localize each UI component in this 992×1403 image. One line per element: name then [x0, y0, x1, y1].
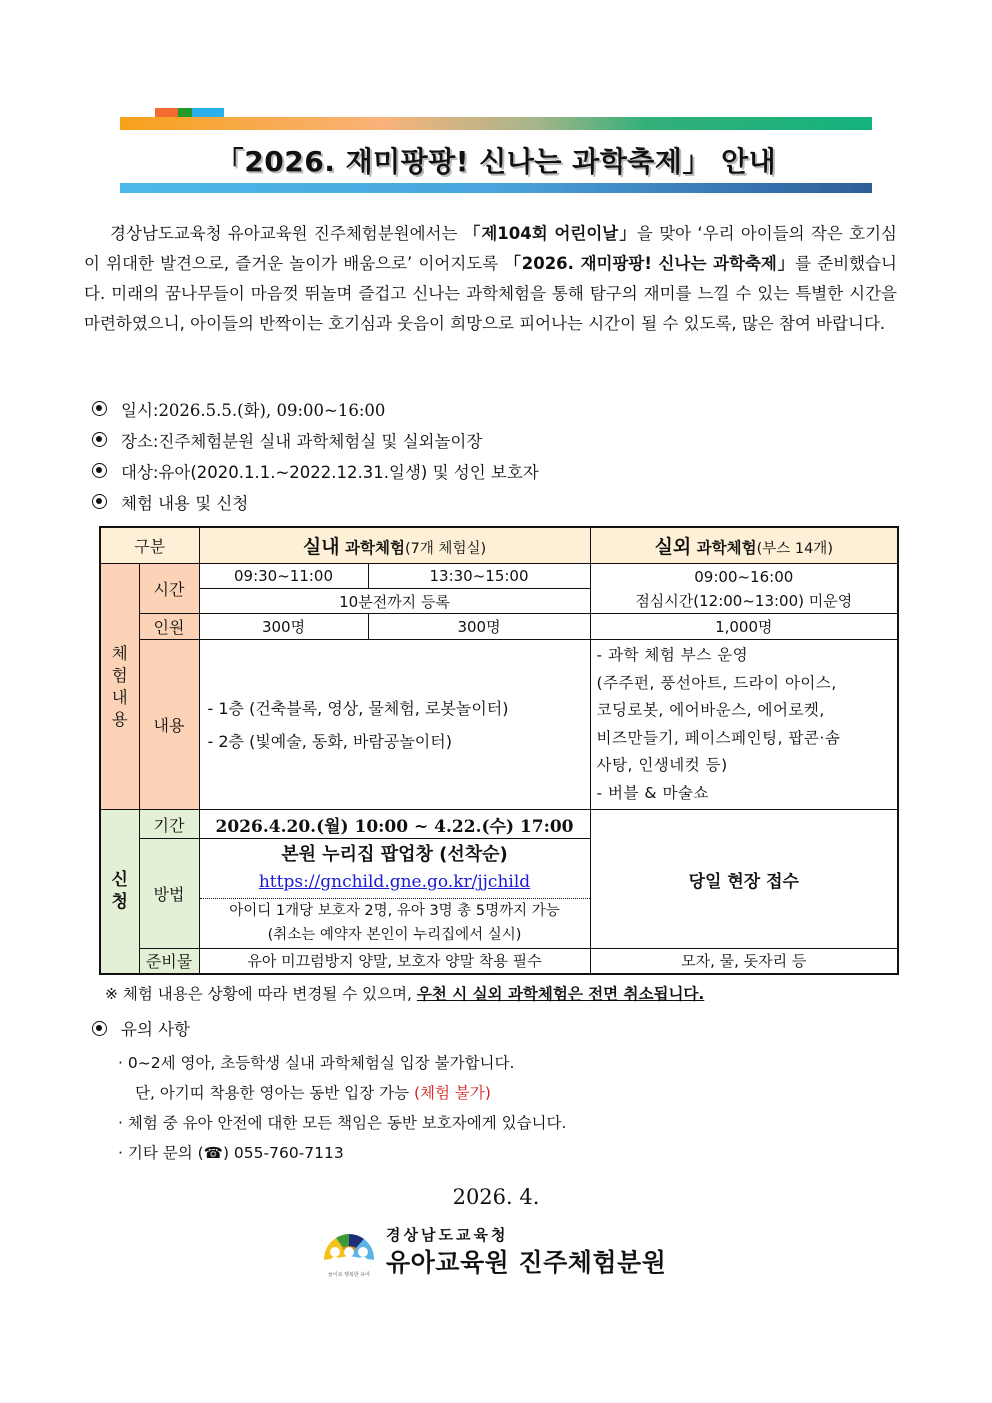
green-square — [178, 108, 192, 117]
caution-item: · 체험 중 유아 안전에 대한 모든 책임은 동반 보호자에게 있습니다. — [118, 1114, 567, 1132]
no-experience-note: (체험 불가) — [414, 1084, 491, 1102]
detail-target: 대상: 유아(2020.1.1.~2022.12.31.일생) 및 성인 보호자 — [92, 455, 539, 486]
caution-subnote: 단, 아기띠 착용한 영아는 동반 입장 가능 (체험 불가) — [135, 1084, 491, 1102]
table-header-row — [100, 527, 898, 564]
bullet-target-icon — [92, 463, 107, 478]
header-outdoor: 실외 과학체험(부스 14개) — [590, 527, 898, 564]
table-row-period — [100, 810, 898, 839]
capacity-label: 인원 — [139, 614, 199, 640]
blue-square — [192, 108, 224, 117]
bullet-target-icon — [92, 494, 107, 509]
title-decoration-squares — [155, 108, 224, 117]
title-top-bar — [120, 117, 872, 130]
table-row-content — [100, 640, 898, 810]
indoor-register-note: 10분전까지 등록 — [199, 589, 590, 614]
application-group-label: 신 청 — [100, 810, 139, 974]
title-bottom-bar — [120, 183, 872, 193]
period-label: 기간 — [139, 810, 199, 839]
intro-bold-festival-name: 「2026. 재미팡팡! 신나는 과학축제」 — [504, 254, 796, 273]
cautions-heading: 유의 사항 — [92, 1016, 190, 1040]
outdoor-application-method: 당일 현장 접수 — [590, 810, 898, 949]
detail-location: 장소: 진주체험분원 실내 과학체험실 및 실외놀이장 — [92, 424, 539, 455]
indoor-capacity-1: 300명 — [199, 614, 368, 640]
rain-cancel-emphasis: 우천 시 실외 과학체험은 전면 취소됩니다. — [416, 985, 705, 1003]
method-label: 방법 — [139, 839, 199, 949]
event-details — [92, 393, 539, 517]
outdoor-content: - 과학 체험 부스 운영 (주주펀, 풍선아트, 드라이 아이스, 코딩로봇, 에어바운스, 에어로켓, 비즈만들기, 페이스페인팅, 팝콘·솜 사탕, 인생네컷 등) - 버블 & 마술쇼 — [590, 640, 898, 810]
content-label: 내용 — [139, 640, 199, 810]
outdoor-time: 09:00~16:00 점심시간(12:00~13:00) 미운영 — [590, 564, 898, 614]
organization-parent: 경상남도교육청 — [386, 1226, 509, 1244]
header-category: 구분 — [100, 527, 199, 564]
orange-square — [155, 108, 178, 117]
indoor-time-1: 09:30~11:00 — [199, 564, 368, 589]
indoor-supplies: 유아 미끄럼방지 양말, 보호자 양말 착용 필수 — [199, 949, 590, 974]
intro-bold-childrens-day: 「제104회 어린이날」 — [463, 224, 637, 243]
time-label: 시간 — [139, 564, 199, 614]
indoor-capacity-2: 300명 — [368, 614, 590, 640]
bullet-target-icon — [92, 432, 107, 447]
indoor-content-floor-1: - 1층 (건축블록, 영상, 물체험, 로봇놀이터) — [207, 698, 509, 718]
cautions-list — [118, 1048, 566, 1168]
outdoor-supplies: 모자, 물, 돗자리 등 — [590, 949, 898, 974]
table-row-capacity — [100, 614, 898, 640]
detail-program-heading: 체험 내용 및 신청 — [92, 486, 539, 517]
caution-item: · 0~2세 영아, 초등학생 실내 과학체험실 입장 불가합니다. — [118, 1054, 515, 1072]
table-row-supplies — [100, 949, 898, 974]
application-period: 2026.4.20.(월) 10:00 ~ 4.22.(수) 17:00 — [199, 810, 590, 839]
caution-item-contact: · 기타 문의 (☎) 055-760-7113 — [118, 1144, 344, 1162]
bullet-target-icon — [92, 1021, 107, 1036]
header-indoor: 실내 과학체험(7개 체험실) — [199, 527, 590, 564]
intro-paragraph — [84, 219, 897, 339]
document-date: 2026. 4. — [452, 1185, 540, 1209]
intro-text-3: 를 준비했습니다. 미래의 꿈나무들이 마음껏 뛰놀며 즐겁고 신나는 과학체험을 통해 탐구의 재미를 느낄 수 있는 특별한 시간을 마련하였으니, 아이들의 반짝이는 호기심과 웃음이 희망으로 피어나는 시간이 될 수 있도록, 많은 참여 바랍니다. — [84, 254, 897, 333]
indoor-content-floor-2: - 2층 (빛예술, 동화, 바람공놀이터) — [207, 731, 452, 751]
indoor-content — [199, 640, 590, 810]
homepage-link[interactable]: https://gnchild.gne.go.kr/jjchild — [258, 871, 531, 892]
method-note-2: (취소는 예약자 본인이 누리집에서 실시) — [267, 926, 522, 943]
table-row-time-1 — [100, 564, 898, 589]
organization-main: 유아교육원 진주체험분원 — [386, 1248, 667, 1277]
svg-text:놀이로 행복한 유아: 놀이로 행복한 유아 — [328, 1271, 370, 1278]
experience-group-label: 체 험 내 용 — [100, 564, 139, 810]
document-title: 「2026. 재미팡팡! 신나는 과학축제」 안내 — [215, 145, 777, 178]
method-title: 본원 누리집 팝업창 (선착순) — [281, 843, 508, 865]
intro-text-2: 을 맞아 ‘우리 아이들의 작은 호기심이 위대한 발견으로, 즐거운 놀이가 배움으로’ 이어지도록 — [84, 224, 897, 273]
bullet-target-icon — [92, 401, 107, 416]
method-note-1: 아이디 1개당 보호자 2명, 유아 3명 총 5명까지 가능 — [229, 902, 560, 919]
organization-name — [386, 1224, 666, 1279]
supplies-label: 준비물 — [139, 949, 199, 974]
detail-datetime: 일시: 2026.5.5.(화), 09:00~16:00 — [92, 393, 539, 424]
indoor-time-2: 13:30~15:00 — [368, 564, 590, 589]
weather-note: ※ 체험 내용은 상황에 따라 변경될 수 있으며, 우천 시 실외 과학체험은 전면 취소됩니다. — [105, 985, 705, 1003]
outdoor-capacity: 1,000명 — [590, 614, 898, 640]
program-table — [99, 526, 899, 975]
intro-text-1: 경상남도교육청 유아교육원 진주체험분원에서는 — [110, 224, 464, 243]
indoor-application-method — [199, 839, 590, 949]
organization-signature — [320, 1224, 666, 1279]
organization-logo-icon — [320, 1226, 378, 1278]
